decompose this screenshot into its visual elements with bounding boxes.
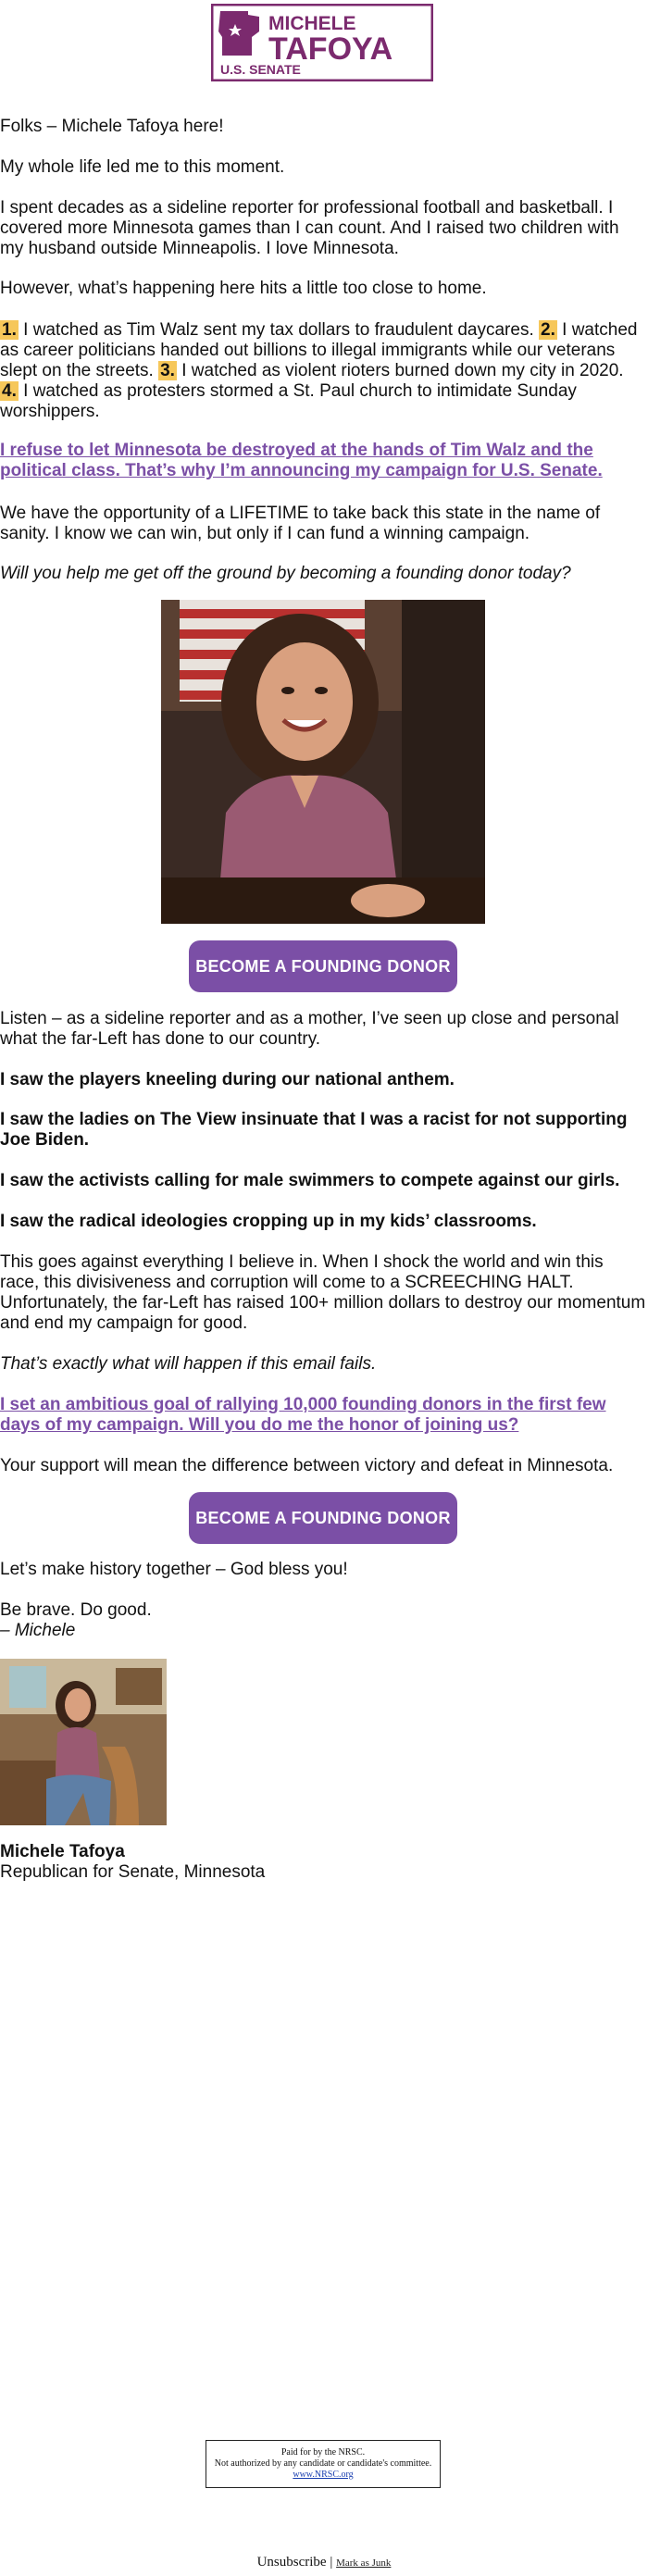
paragraph-4: We have the opportunity of a LIFETIME to take back this state in the name of sanity. I know we can win, but only if I can fund a winning campaign.	[0, 504, 601, 543]
paragraph-10: Let’s make history together – God bless you!	[0, 1560, 348, 1579]
paragraph-5: Will you help me get off the ground by becoming a founding donor today?	[0, 564, 571, 583]
founding-donor-button[interactable]: BECOME A FOUNDING DONOR	[189, 940, 457, 992]
list-number: 1.	[2, 320, 17, 340]
campaign-link-1[interactable]: I refuse to let Minnesota be destroyed at the hands of Tim Walz and the political class. That’s why I’m announcing my campaign for U.S. Senate.	[0, 441, 603, 480]
paragraph-9: Your support will mean the difference between victory and defeat in Minnesota.	[0, 1456, 614, 1475]
numbered-list	[0, 320, 646, 422]
signature-title: Republican for Senate, Minnesota	[0, 1862, 266, 1882]
list-number: 2.	[541, 320, 555, 340]
paragraph-6: Listen – as a sideline reporter and as a mother, I’ve seen up close and personal what the far-Left has done to our country.	[0, 1009, 619, 1049]
closing-line: Be brave. Do good.	[0, 1600, 152, 1620]
bold-statement-1: I saw the players kneeling during our national anthem.	[0, 1070, 455, 1089]
list-text: I watched as violent rioters burned down my city in 2020.	[176, 361, 624, 380]
founding-donor-button-2[interactable]: BECOME A FOUNDING DONOR	[189, 1492, 457, 1544]
separator: |	[330, 2555, 333, 2570]
list-text: I watched as protesters stormed a St. Paul church to intimidate Sunday worshippers.	[0, 381, 577, 421]
paragraph-8: That’s exactly what will happen if this email fails.	[0, 1354, 377, 1374]
bold-statement-3: I saw the activists calling for male swimmers to compete against our girls.	[0, 1171, 620, 1190]
paragraph-3: However, what’s happening here hits a little too close to home.	[0, 279, 487, 298]
unsubscribe-link[interactable]: Unsubscribe	[256, 2555, 327, 2570]
paid-for-disclaimer	[206, 2440, 441, 2488]
unsubscribe-bar	[0, 2555, 648, 2570]
paragraph-7: This goes against everything I believe in. When I shock the world and win this race, this divisiveness and corruption will come to a SCREECHING HALT. Unfortunately, the far-Left has raised 100+ million dollars to destroy our momentum and end my campaign for good.	[0, 1252, 646, 1333]
signature-photo	[0, 1659, 167, 1825]
campaign-logo	[211, 4, 433, 81]
paragraph-2: I spent decades as a sideline reporter for professional football and basketball. I covered more Minnesota games than I can count. And I raised two children with my husband outside Minneapolis. I love Minnesota.	[0, 198, 619, 258]
campaign-link-2[interactable]: I set an ambitious goal of rallying 10,000 founding donors in the first few days of my campaign. Will you do me the honor of joining us?	[0, 1395, 606, 1435]
bold-statement-2: I saw the ladies on The View insinuate that I was a racist for not supporting Joe Biden.	[0, 1110, 628, 1150]
nrsc-link[interactable]: www.NRSC.org	[293, 2470, 354, 2480]
bold-statement-4: I saw the radical ideologies cropping up in my kids’ classrooms.	[0, 1212, 537, 1231]
list-text: I watched as career politicians handed out billions to illegal immigrants while our veterans slept on the streets.	[0, 320, 638, 380]
logo-line1: MICHELE	[268, 13, 356, 34]
disclaimer-line-1: Paid for by the NRSC.	[280, 2447, 366, 2458]
signature-name: Michele Tafoya	[0, 1842, 125, 1861]
disclaimer-line-2: Not authorized by any candidate or candidate's committee.	[214, 2458, 432, 2469]
list-text: I watched as Tim Walz sent my tax dollars to fraudulent daycares.	[18, 320, 540, 340]
list-number: 3.	[160, 361, 175, 380]
greeting: Folks – Michele Tafoya here!	[0, 117, 224, 136]
logo-line2: TAFOYA	[268, 31, 393, 67]
list-number: 4.	[2, 381, 17, 401]
logo-line3: U.S. SENATE	[220, 62, 301, 77]
candidate-photo[interactable]	[161, 600, 485, 924]
mark-as-junk-link[interactable]: Mark as Junk	[336, 2557, 392, 2569]
paragraph-1: My whole life led me to this moment.	[0, 157, 285, 177]
signature: – Michele	[0, 1621, 76, 1640]
